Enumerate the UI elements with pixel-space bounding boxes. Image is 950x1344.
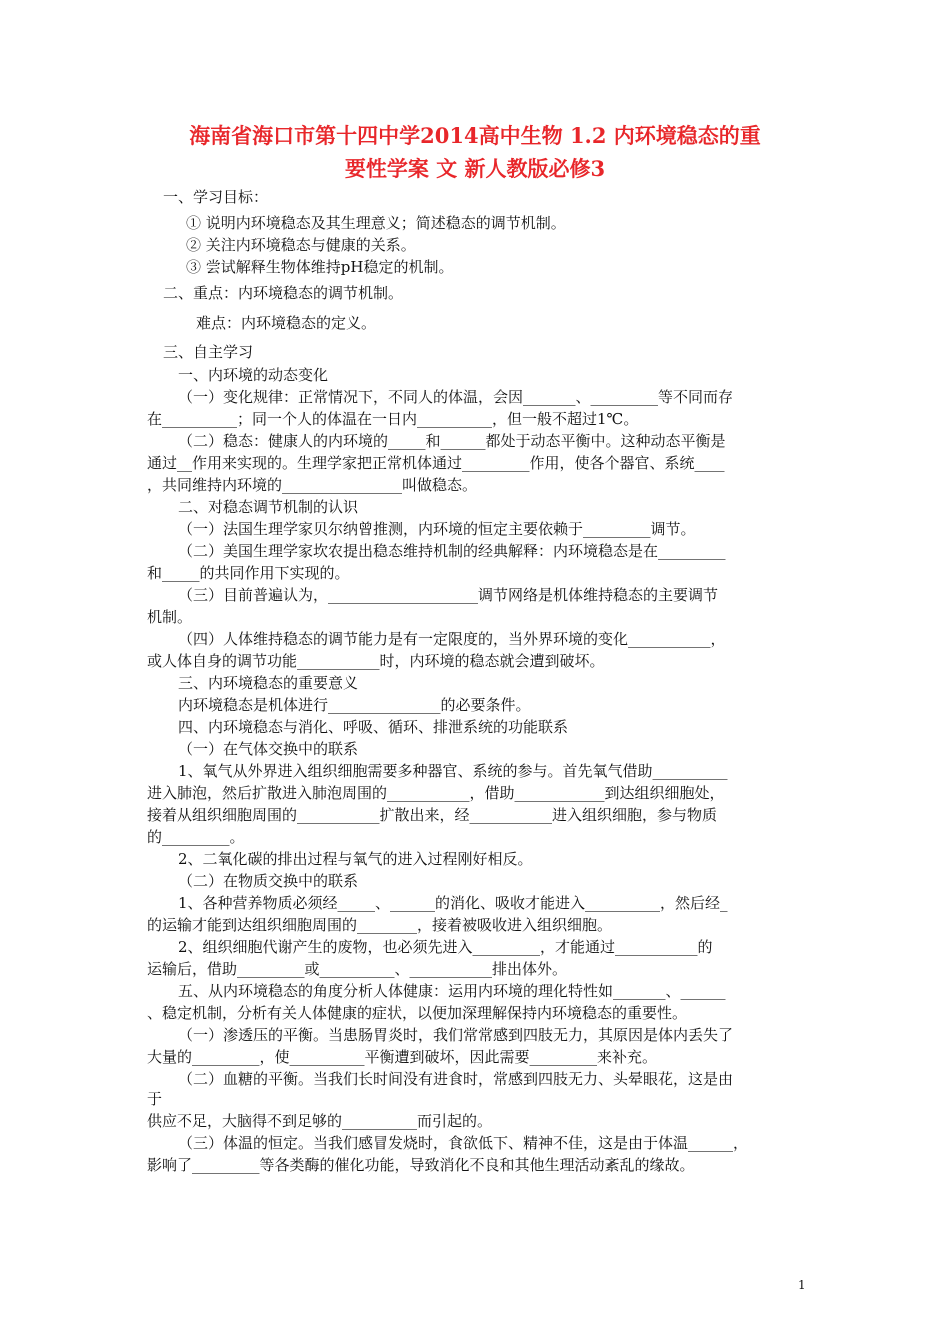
text-line: （三）目前普遍认为，____________________调节网络是机体维持稳态的主要调节 [178,586,719,604]
page-number: 1 [798,1278,806,1292]
text-line: （二）稳态：健康人的内环境的_____和______都处于动态平衡中。这种动态平衡是 [178,432,726,450]
text-line: 二、对稳态调节机制的认识 [178,498,359,516]
text-line: 供应不足，大脑得不到足够的__________而引起的。 [147,1112,493,1130]
text-line: 难点：内环境稳态的定义。 [196,314,377,332]
text-line: （一）在气体交换中的联系 [178,740,359,758]
text-line: ③ 尝试解释生物体维持pH稳定的机制。 [186,258,454,276]
document-title-line-2: 要性学案 文 新人教版必修3 [344,156,606,181]
text-line: 2、二氧化碳的排出过程与氧气的进入过程刚好相反。 [178,850,533,868]
text-line: 大量的_________，使__________平衡遭到破坏，因此需要_________来补充。 [147,1048,658,1066]
text-line: （二）美国生理学家坎农提出稳态维持机制的经典解释：内环境稳态是在_________ [178,542,726,560]
text-line: 1、各种营养物质必须经_____、______的消化、吸收才能进入__________，然后经_ [178,894,728,912]
text-line: ，共同维持内环境的________________叫做稳态。 [147,476,478,494]
text-line: 内环境稳态是机体进行_______________的必要条件。 [178,696,531,714]
text-line: （四）人体维持稳态的调节能力是有一定限度的，当外界环境的变化___________， [178,630,726,648]
text-line: 二、重点：内环境稳态的调节机制。 [163,284,404,302]
text-line: （一）法国生理学家贝尔纳曾推测，内环境的恒定主要依赖于_________调节。 [178,520,696,538]
text-line: 或人体自身的调节功能___________时，内环境的稳态就会遭到破坏。 [147,652,605,670]
text-line: 进入肺泡，然后扩散进入肺泡周围的___________，借助____________到达组织细胞处， [147,784,725,802]
text-line: 影响了_________等各类酶的催化功能，导致消化不良和其他生理活动紊乱的缘故。 [147,1156,695,1174]
text-line: 在__________；同一个人的体温在一日内__________，但一般不超过1℃。 [147,410,639,428]
text-line: 1、氧气从外界进入组织细胞需要多种器官、系统的参与。首先氧气借助__________ [178,762,728,780]
text-line: （二）在物质交换中的联系 [178,872,359,890]
text-line: （二）血糖的平衡。当我们长时间没有进食时，常感到四肢无力、头晕眼花，这是由 [178,1070,734,1088]
text-line: 的运输才能到达组织细胞周围的________，接着被吸收进入组织细胞。 [147,916,613,934]
text-line: （一）渗透压的平衡。当患肠胃炎时，我们常常感到四肢无力，其原因是体内丢失了 [178,1026,734,1044]
text-line: 三、内环境稳态的重要意义 [178,674,359,692]
text-line: 、稳定机制，分析有关人体健康的症状，以便加深理解保持内环境稳态的重要性。 [147,1004,688,1022]
text-line: 通过__作用来实现的。生理学家把正常机体通过_________作用，使各个器官、系统____ [147,454,725,472]
text-line: ① 说明内环境稳态及其生理意义；简述稳态的调节机制。 [186,214,566,232]
text-line: 一、学习目标： [163,188,269,206]
text-line: 于 [147,1090,163,1108]
text-line: 四、内环境稳态与消化、呼吸、循环、排泄系统的功能联系 [178,718,569,736]
text-line: 机制。 [147,608,193,626]
text-line: 五、从内环境稳态的角度分析人体健康：运用内环境的理化特性如_______、______ [178,982,726,1000]
text-line: 和_____的共同作用下实现的。 [147,564,350,582]
text-line: 接着从组织细胞周围的___________扩散出来，经___________进入组织细胞，参与物质 [147,806,718,824]
text-line: 一、内环境的动态变化 [178,366,329,384]
text-line: 2、组织细胞代谢产生的废物，也必须先进入_________，才能通过___________的 [178,938,713,956]
text-line: （一）变化规律：正常情况下，不同人的体温，会因_______、_________等不同而存 [178,388,734,406]
document-title-line-1: 海南省海口市第十四中学2014高中生物 1.2 内环境稳态的重 [189,123,761,148]
text-line: （三）体温的恒定。当我们感冒发烧时，食欲低下、精神不佳，这是由于体温______， [178,1134,749,1152]
text-line: ② 关注内环境稳态与健康的关系。 [186,236,416,254]
text-line: 三、自主学习 [163,343,254,361]
text-line: 运输后，借助_________或__________、___________排出体外。 [147,960,568,978]
text-line: 的_________。 [147,828,245,846]
